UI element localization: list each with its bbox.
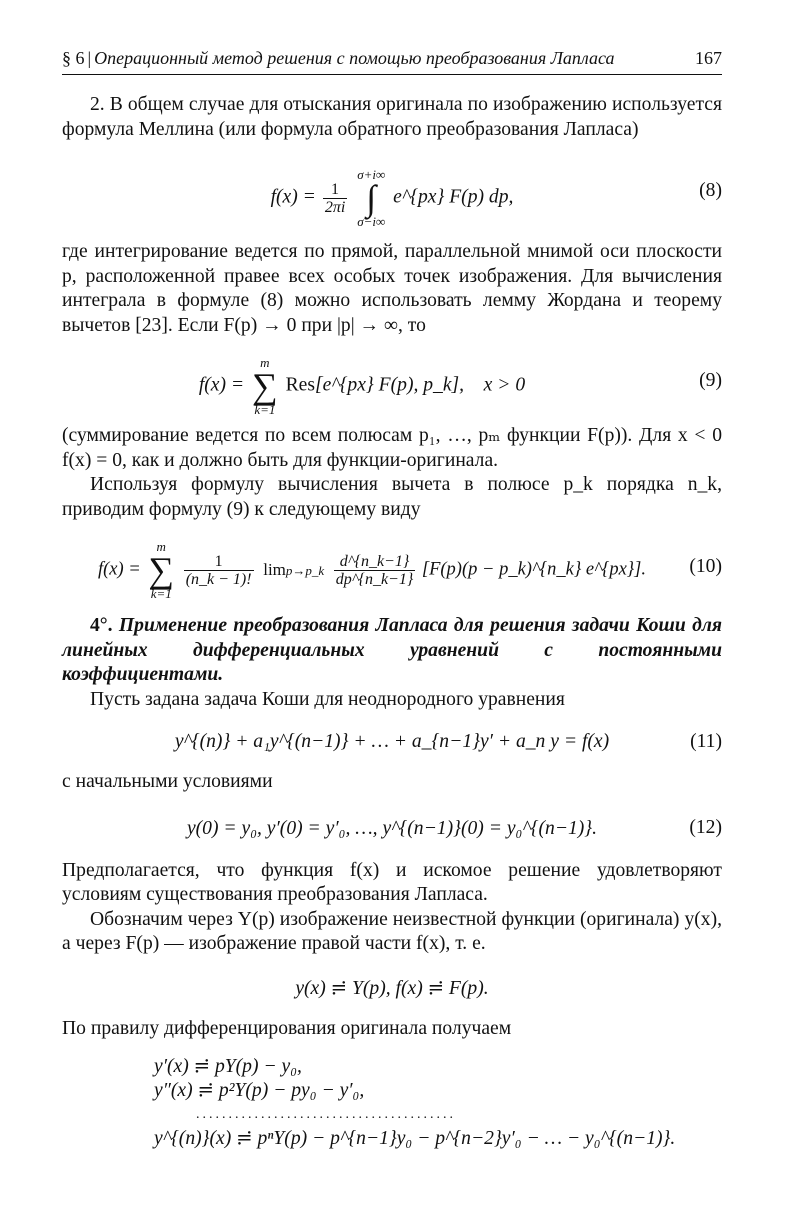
eq8-integrand: e^{px} F(p) dp, [393, 186, 514, 208]
paragraph-denote: Обозначим через Y(p) изображение неизвестной функции (оригинала) y(x), а через F(p) — изображение правой части f(x), т. е. [62, 908, 722, 954]
eq8-integral: σ+i∞ ∫ σ−i∞ [357, 167, 386, 229]
eq10-derivative: $\frac{d\^{}\{n\_k-1\}}{dp\^{}\{n\_k-1\}}$ [335, 552, 414, 588]
paragraph-cauchy: Пусть задана задача Коши для неоднородного уравнения [90, 688, 565, 710]
eq9-lhs: f(x) = [198, 374, 245, 396]
eq11-tag: (11) [690, 731, 722, 752]
eq9-res: Res [285, 374, 315, 396]
cascade-line-1: y′(x) ≓ pY(p) − y₀, [154, 1056, 302, 1077]
differentiation-cascade [62, 1055, 722, 1151]
equation-11: y^{(n)} + a₁y^{(n−1)} + … + a_{n−1}y′ + a_n y = f(x) (11) [174, 731, 722, 752]
equation-images: y(x) ≓ Y(p), f(x) ≓ F(p). [295, 977, 489, 999]
eq10-lhs: f(x) = [98, 559, 141, 580]
running-title: Операционный метод решения с помощью преобразования Лапласа [94, 48, 615, 68]
eq9-sum: m ∑ k=1 [252, 355, 278, 417]
eq10-sum: m ∑ k=1 [148, 539, 175, 601]
eq8-lhs: f(x) = [270, 186, 316, 208]
running-header: § 6 | Операционный метод решения с помощью преобразования Лапласа 167 [62, 48, 722, 75]
eq10-factorial-fraction: $\frac{1}{(n\_k - 1)!}$ [185, 552, 252, 588]
cascade-dots: ........................................ [196, 1107, 456, 1122]
eq10-tag: (10) [689, 556, 722, 577]
paragraph-residue: Используя формулу вычисления вычета в полюсе p_k порядка n_k, приводим формулу (9) к следующему виду [62, 474, 722, 520]
eq9-condition: x > 0 [483, 374, 526, 396]
eq12-tag: (12) [689, 816, 722, 838]
eq9-tag: (9) [699, 370, 722, 391]
paragraph-integration: где интегрирование ведется по прямой, параллельной мнимой оси плоскости p, расположенной правее всех особых точек изображения. Для вычисления интеграла в формуле (8) можно использовать лемму Жордана и теорему вычетов [23]. Если F(p) → 0 при |p| → ∞, то [62, 241, 722, 336]
cascade-line-2: y″(x) ≓ p²Y(p) − py₀ − y′₀, [154, 1080, 365, 1101]
eq10-limit: limp→p_k [263, 560, 325, 579]
paragraph-initial: с начальными условиями [62, 771, 273, 792]
paragraph-summation: (суммирование ведется по всем полюсам p₁, …, pₘ функции F(p)). Для x < 0 f(x) = 0, как и должно быть для функции-оригинала. [62, 425, 722, 471]
paragraph-rule: По правилу дифференцирования оригинала получаем [62, 1017, 512, 1039]
section-heading-4: 4°. Применение преобразования Лапласа для решения задачи Коши для линейных дифференциальных уравнений с постоянными коэффициентами. [62, 615, 722, 685]
equation-12: y(0) = y₀, y′(0) = y′₀, …, y^{(n−1)}(0) = y₀^{(n−1)}. (12) [186, 816, 722, 839]
page-number: 167 [695, 48, 722, 68]
page [62, 48, 722, 1151]
eq9-body: [e^{px} F(p), p_k], [315, 374, 465, 396]
paragraph-assumption: Предполагается, что функция f(x) и искомое решение удовлетворяют условиям существования преобразования Лапласа. [62, 859, 722, 905]
paragraph-mellin: 2. В общем случае для отыскания оригинала по изображению используется формула Меллина (или формула обратного преобразования Лапласа) [62, 94, 722, 140]
cascade-line-4: y^{(n)}(x) ≓ pⁿY(p) − p^{n−1}y₀ − p^{n−2}y′₀ − … − y₀^{(n−1)}. [154, 1128, 676, 1149]
equation-8 [62, 160, 722, 229]
section-number: § 6 [62, 48, 85, 68]
eq10-body: [F(p)(p − p_k)^{n_k} e^{px}]. [421, 559, 646, 580]
eq8-fraction: $\frac{1}{2\pi i}$ [324, 180, 346, 216]
equation-10 [62, 534, 722, 600]
eq8-tag: (8) [699, 180, 722, 201]
equation-9 [62, 350, 722, 417]
